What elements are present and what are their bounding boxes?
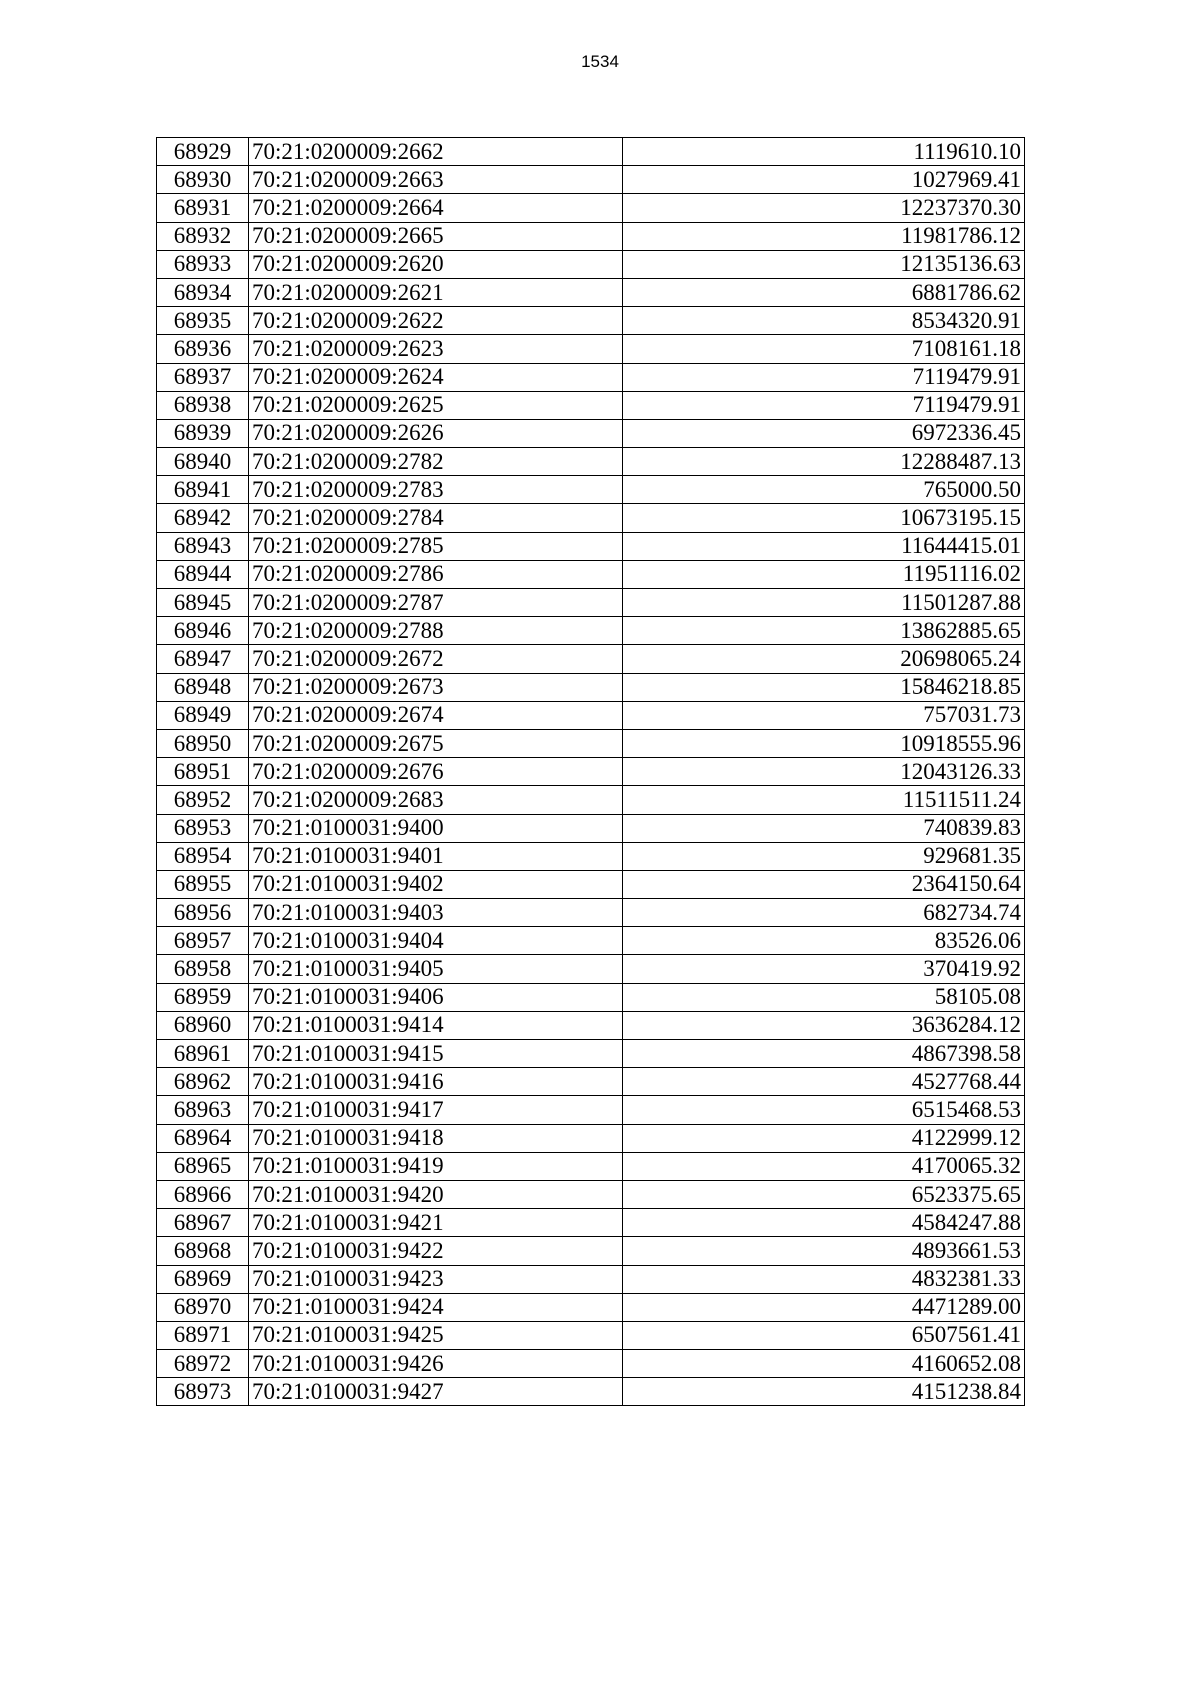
row-number-cell: 68938 [157,391,249,419]
table-row [157,1209,1025,1237]
table-row [157,476,1025,504]
cadastral-value-cell: 4893661.53 [623,1237,1025,1265]
table-row [157,842,1025,870]
cadastral-value-cell: 10918555.96 [623,729,1025,757]
table-row [157,560,1025,588]
cadastral-value-cell: 12135136.63 [623,250,1025,278]
table-row [157,786,1025,814]
cadastral-number-cell: 70:21:0100031:9423 [249,1265,623,1293]
table-row [157,335,1025,363]
table-row [157,673,1025,701]
table-row [157,870,1025,898]
cadastral-number-cell: 70:21:0100031:9424 [249,1293,623,1321]
row-number-cell: 68944 [157,560,249,588]
cadastral-value-cell: 2364150.64 [623,870,1025,898]
cadastral-value-cell: 83526.06 [623,927,1025,955]
row-number-cell: 68955 [157,870,249,898]
cadastral-number-cell: 70:21:0100031:9416 [249,1068,623,1096]
row-number-cell: 68932 [157,222,249,250]
cadastral-value-cell: 740839.83 [623,814,1025,842]
cadastral-number-cell: 70:21:0200009:2788 [249,617,623,645]
table-row [157,532,1025,560]
table-row [157,729,1025,757]
cadastral-number-cell: 70:21:0200009:2787 [249,589,623,617]
row-number-cell: 68936 [157,335,249,363]
row-number-cell: 68960 [157,1011,249,1039]
cadastral-number-cell: 70:21:0200009:2621 [249,278,623,306]
row-number-cell: 68963 [157,1096,249,1124]
cadastral-number-cell: 70:21:0200009:2620 [249,250,623,278]
table-row [157,448,1025,476]
table-row [157,899,1025,927]
cadastral-value-cell: 6523375.65 [623,1180,1025,1208]
row-number-cell: 68968 [157,1237,249,1265]
row-number-cell: 68949 [157,701,249,729]
cadastral-number-cell: 70:21:0100031:9405 [249,955,623,983]
cadastral-number-cell: 70:21:0100031:9417 [249,1096,623,1124]
cadastral-number-cell: 70:21:0100031:9427 [249,1378,623,1406]
row-number-cell: 68956 [157,899,249,927]
row-number-cell: 68954 [157,842,249,870]
cadastral-number-cell: 70:21:0100031:9420 [249,1180,623,1208]
cadastral-number-cell: 70:21:0100031:9418 [249,1124,623,1152]
cadastral-number-cell: 70:21:0100031:9401 [249,842,623,870]
cadastral-value-cell: 4584247.88 [623,1209,1025,1237]
row-number-cell: 68962 [157,1068,249,1096]
table-row [157,645,1025,673]
cadastral-number-cell: 70:21:0200009:2783 [249,476,623,504]
table-row [157,194,1025,222]
cadastral-value-cell: 765000.50 [623,476,1025,504]
cadastral-value-cell: 12043126.33 [623,758,1025,786]
row-number-cell: 68934 [157,278,249,306]
table-row [157,589,1025,617]
table-row [157,955,1025,983]
table-row [157,1350,1025,1378]
cadastral-number-cell: 70:21:0200009:2782 [249,448,623,476]
table-row [157,138,1025,166]
cadastral-value-cell: 13862885.65 [623,617,1025,645]
table-body [157,138,1025,1406]
cadastral-value-cell: 58105.08 [623,983,1025,1011]
cadastral-number-cell: 70:21:0100031:9422 [249,1237,623,1265]
cadastral-number-cell: 70:21:0100031:9415 [249,1040,623,1068]
table-row [157,1378,1025,1406]
row-number-cell: 68971 [157,1321,249,1349]
cadastral-number-cell: 70:21:0200009:2662 [249,138,623,166]
table-row [157,1068,1025,1096]
cadastral-value-cell: 1027969.41 [623,166,1025,194]
table-row [157,1321,1025,1349]
cadastral-value-cell: 15846218.85 [623,673,1025,701]
table-row [157,419,1025,447]
cadastral-value-cell: 757031.73 [623,701,1025,729]
table-row [157,250,1025,278]
cadastral-value-cell: 20698065.24 [623,645,1025,673]
cadastral-number-cell: 70:21:0200009:2674 [249,701,623,729]
cadastral-value-cell: 1119610.10 [623,138,1025,166]
cadastral-value-cell: 7108161.18 [623,335,1025,363]
row-number-cell: 68930 [157,166,249,194]
table-row [157,617,1025,645]
cadastral-value-cell: 11644415.01 [623,532,1025,560]
cadastral-value-cell: 682734.74 [623,899,1025,927]
table-row [157,391,1025,419]
row-number-cell: 68961 [157,1040,249,1068]
table-row [157,1040,1025,1068]
cadastral-value-cell: 4170065.32 [623,1152,1025,1180]
cadastral-number-cell: 70:21:0100031:9406 [249,983,623,1011]
cadastral-number-cell: 70:21:0100031:9400 [249,814,623,842]
row-number-cell: 68957 [157,927,249,955]
row-number-cell: 68931 [157,194,249,222]
cadastral-value-cell: 4122999.12 [623,1124,1025,1152]
cadastral-value-cell: 11501287.88 [623,589,1025,617]
cadastral-value-cell: 6972336.45 [623,419,1025,447]
row-number-cell: 68967 [157,1209,249,1237]
table-row [157,758,1025,786]
row-number-cell: 68935 [157,307,249,335]
cadastral-value-cell: 6515468.53 [623,1096,1025,1124]
table-row [157,1293,1025,1321]
row-number-cell: 68941 [157,476,249,504]
cadastral-value-cell: 4867398.58 [623,1040,1025,1068]
cadastral-value-cell: 11951116.02 [623,560,1025,588]
table-row [157,1124,1025,1152]
cadastral-value-cell: 11511511.24 [623,786,1025,814]
cadastral-number-cell: 70:21:0200009:2664 [249,194,623,222]
cadastral-value-cell: 6507561.41 [623,1321,1025,1349]
table-row [157,1152,1025,1180]
row-number-cell: 68933 [157,250,249,278]
cadastral-number-cell: 70:21:0100031:9426 [249,1350,623,1378]
cadastral-value-cell: 7119479.91 [623,391,1025,419]
row-number-cell: 68972 [157,1350,249,1378]
table-row [157,927,1025,955]
cadastral-number-cell: 70:21:0200009:2623 [249,335,623,363]
row-number-cell: 68929 [157,138,249,166]
cadastral-value-cell: 370419.92 [623,955,1025,983]
row-number-cell: 68950 [157,729,249,757]
cadastral-number-cell: 70:21:0200009:2786 [249,560,623,588]
cadastral-value-cell: 4160652.08 [623,1350,1025,1378]
cadastral-value-table [156,137,1025,1406]
cadastral-value-cell: 4151238.84 [623,1378,1025,1406]
table-row [157,1237,1025,1265]
row-number-cell: 68958 [157,955,249,983]
row-number-cell: 68943 [157,532,249,560]
cadastral-number-cell: 70:21:0200009:2675 [249,729,623,757]
cadastral-number-cell: 70:21:0100031:9425 [249,1321,623,1349]
cadastral-number-cell: 70:21:0200009:2665 [249,222,623,250]
table-row [157,983,1025,1011]
cadastral-value-cell: 12237370.30 [623,194,1025,222]
page-number: 1534 [581,52,619,71]
cadastral-number-cell: 70:21:0200009:2785 [249,532,623,560]
row-number-cell: 68964 [157,1124,249,1152]
cadastral-value-cell: 11981786.12 [623,222,1025,250]
cadastral-number-cell: 70:21:0200009:2626 [249,419,623,447]
cadastral-number-cell: 70:21:0100031:9404 [249,927,623,955]
row-number-cell: 68939 [157,419,249,447]
cadastral-value-cell: 4832381.33 [623,1265,1025,1293]
row-number-cell: 68973 [157,1378,249,1406]
row-number-cell: 68969 [157,1265,249,1293]
row-number-cell: 68940 [157,448,249,476]
row-number-cell: 68953 [157,814,249,842]
row-number-cell: 68942 [157,504,249,532]
table-row [157,363,1025,391]
cadastral-value-cell: 10673195.15 [623,504,1025,532]
row-number-cell: 68951 [157,758,249,786]
row-number-cell: 68946 [157,617,249,645]
row-number-cell: 68945 [157,589,249,617]
table-row [157,307,1025,335]
table-row [157,1265,1025,1293]
table-row [157,1180,1025,1208]
cadastral-number-cell: 70:21:0100031:9421 [249,1209,623,1237]
cadastral-value-cell: 4471289.00 [623,1293,1025,1321]
cadastral-number-cell: 70:21:0200009:2624 [249,363,623,391]
row-number-cell: 68970 [157,1293,249,1321]
table-row [157,222,1025,250]
cadastral-value-cell: 929681.35 [623,842,1025,870]
cadastral-value-cell: 12288487.13 [623,448,1025,476]
table-row [157,278,1025,306]
cadastral-number-cell: 70:21:0100031:9419 [249,1152,623,1180]
table-row [157,166,1025,194]
cadastral-value-cell: 7119479.91 [623,363,1025,391]
cadastral-value-cell: 3636284.12 [623,1011,1025,1039]
table-row [157,1011,1025,1039]
table-row [157,814,1025,842]
cadastral-number-cell: 70:21:0100031:9403 [249,899,623,927]
cadastral-value-cell: 6881786.62 [623,278,1025,306]
cadastral-number-cell: 70:21:0200009:2784 [249,504,623,532]
table-row [157,504,1025,532]
row-number-cell: 68937 [157,363,249,391]
cadastral-number-cell: 70:21:0100031:9402 [249,870,623,898]
cadastral-number-cell: 70:21:0200009:2672 [249,645,623,673]
cadastral-value-cell: 8534320.91 [623,307,1025,335]
cadastral-value-cell: 4527768.44 [623,1068,1025,1096]
row-number-cell: 68959 [157,983,249,1011]
cadastral-number-cell: 70:21:0200009:2676 [249,758,623,786]
cadastral-number-cell: 70:21:0200009:2673 [249,673,623,701]
cadastral-number-cell: 70:21:0200009:2683 [249,786,623,814]
table-row [157,1096,1025,1124]
cadastral-number-cell: 70:21:0200009:2625 [249,391,623,419]
row-number-cell: 68952 [157,786,249,814]
cadastral-number-cell: 70:21:0200009:2663 [249,166,623,194]
row-number-cell: 68965 [157,1152,249,1180]
row-number-cell: 68966 [157,1180,249,1208]
cadastral-number-cell: 70:21:0200009:2622 [249,307,623,335]
cadastral-number-cell: 70:21:0100031:9414 [249,1011,623,1039]
row-number-cell: 68948 [157,673,249,701]
table-row [157,701,1025,729]
row-number-cell: 68947 [157,645,249,673]
